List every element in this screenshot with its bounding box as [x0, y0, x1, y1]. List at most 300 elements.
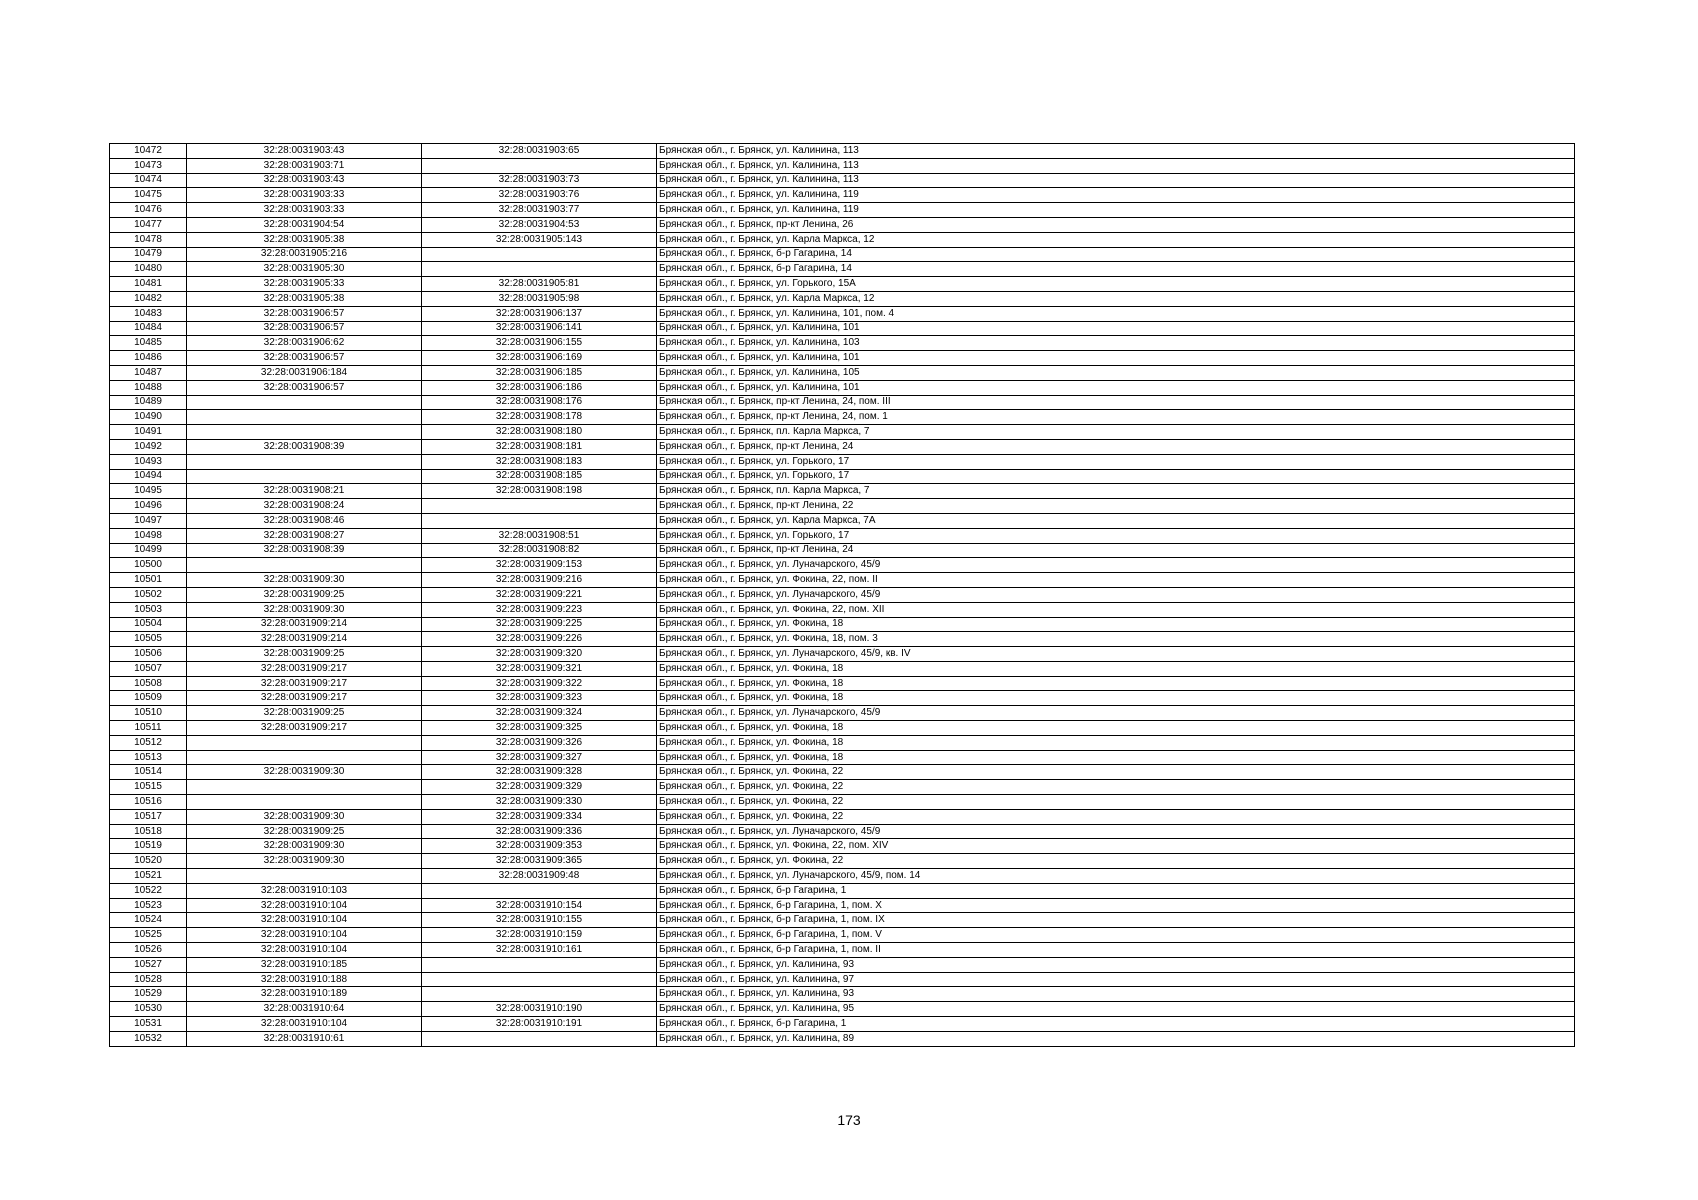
cadastral-number-parcel-cell: 32:28:0031908:46: [187, 513, 422, 528]
address-cell: Брянская обл., г. Брянск, пл. Карла Маркса, 7: [657, 484, 1575, 499]
cadastral-number-object-cell: 32:28:0031908:181: [422, 439, 657, 454]
cadastral-number-parcel-cell: 32:28:0031910:104: [187, 928, 422, 943]
cadastral-registry-table: [109, 143, 1575, 1047]
row-number-cell: 10518: [110, 824, 187, 839]
address-cell: Брянская обл., г. Брянск, ул. Калинина, 119: [657, 203, 1575, 218]
address-cell: Брянская обл., г. Брянск, ул. Калинина, 89: [657, 1031, 1575, 1046]
cadastral-number-object-cell: [422, 972, 657, 987]
table-row: [110, 1031, 1575, 1046]
cadastral-number-parcel-cell: [187, 869, 422, 884]
row-number-cell: 10480: [110, 262, 187, 277]
table-row: [110, 454, 1575, 469]
row-number-cell: 10511: [110, 721, 187, 736]
address-cell: Брянская обл., г. Брянск, б-р Гагарина, 1, пом. X: [657, 898, 1575, 913]
cadastral-number-parcel-cell: [187, 410, 422, 425]
table-row: [110, 632, 1575, 647]
cadastral-number-object-cell: 32:28:0031908:183: [422, 454, 657, 469]
address-cell: Брянская обл., г. Брянск, ул. Фокина, 18: [657, 721, 1575, 736]
address-cell: Брянская обл., г. Брянск, б-р Гагарина, 14: [657, 262, 1575, 277]
cadastral-number-object-cell: 32:28:0031909:325: [422, 721, 657, 736]
table-row: [110, 365, 1575, 380]
cadastral-number-parcel-cell: 32:28:0031910:104: [187, 1017, 422, 1032]
cadastral-number-object-cell: 32:28:0031908:178: [422, 410, 657, 425]
cadastral-number-object-cell: 32:28:0031905:143: [422, 232, 657, 247]
cadastral-number-object-cell: 32:28:0031908:198: [422, 484, 657, 499]
cadastral-number-object-cell: 32:28:0031909:48: [422, 869, 657, 884]
cadastral-number-object-cell: 32:28:0031909:221: [422, 587, 657, 602]
cadastral-number-object-cell: 32:28:0031906:185: [422, 365, 657, 380]
address-cell: Брянская обл., г. Брянск, пр-кт Ленина, 26: [657, 217, 1575, 232]
row-number-cell: 10500: [110, 558, 187, 573]
row-number-cell: 10531: [110, 1017, 187, 1032]
row-number-cell: 10505: [110, 632, 187, 647]
address-cell: Брянская обл., г. Брянск, ул. Фокина, 18: [657, 750, 1575, 765]
row-number-cell: 10523: [110, 898, 187, 913]
address-cell: Брянская обл., г. Брянск, ул. Фокина, 22, пом. XII: [657, 602, 1575, 617]
row-number-cell: 10509: [110, 691, 187, 706]
row-number-cell: 10473: [110, 158, 187, 173]
address-cell: Брянская обл., г. Брянск, ул. Калинина, 101, пом. 4: [657, 306, 1575, 321]
table-row: [110, 602, 1575, 617]
cadastral-number-object-cell: 32:28:0031908:180: [422, 425, 657, 440]
cadastral-number-object-cell: 32:28:0031909:330: [422, 795, 657, 810]
cadastral-number-object-cell: 32:28:0031909:365: [422, 854, 657, 869]
cadastral-number-parcel-cell: 32:28:0031910:188: [187, 972, 422, 987]
address-cell: Брянская обл., г. Брянск, ул. Фокина, 22: [657, 765, 1575, 780]
row-number-cell: 10496: [110, 499, 187, 514]
cadastral-number-parcel-cell: 32:28:0031910:104: [187, 943, 422, 958]
table-row: [110, 854, 1575, 869]
address-cell: Брянская обл., г. Брянск, ул. Фокина, 18: [657, 735, 1575, 750]
address-cell: Брянская обл., г. Брянск, ул. Горького, 17: [657, 528, 1575, 543]
cadastral-number-parcel-cell: 32:28:0031909:214: [187, 617, 422, 632]
table-row: [110, 647, 1575, 662]
table-row: [110, 883, 1575, 898]
cadastral-number-object-cell: 32:28:0031909:153: [422, 558, 657, 573]
table-row: [110, 528, 1575, 543]
row-number-cell: 10491: [110, 425, 187, 440]
table-row: [110, 351, 1575, 366]
address-cell: Брянская обл., г. Брянск, ул. Калинина, 113: [657, 158, 1575, 173]
table-row: [110, 987, 1575, 1002]
table-row: [110, 513, 1575, 528]
table-row: [110, 573, 1575, 588]
table-row: [110, 587, 1575, 602]
cadastral-number-object-cell: 32:28:0031903:73: [422, 173, 657, 188]
cadastral-number-parcel-cell: 32:28:0031905:38: [187, 232, 422, 247]
table-row: [110, 809, 1575, 824]
row-number-cell: 10506: [110, 647, 187, 662]
table-row: [110, 1017, 1575, 1032]
address-cell: Брянская обл., г. Брянск, ул. Луначарского, 45/9: [657, 706, 1575, 721]
row-number-cell: 10482: [110, 291, 187, 306]
address-cell: Брянская обл., г. Брянск, б-р Гагарина, 14: [657, 247, 1575, 262]
address-cell: Брянская обл., г. Брянск, ул. Фокина, 18, пом. 3: [657, 632, 1575, 647]
row-number-cell: 10508: [110, 676, 187, 691]
cadastral-number-parcel-cell: 32:28:0031908:39: [187, 439, 422, 454]
table-row: [110, 232, 1575, 247]
cadastral-number-parcel-cell: 32:28:0031904:54: [187, 217, 422, 232]
cadastral-number-parcel-cell: [187, 425, 422, 440]
row-number-cell: 10516: [110, 795, 187, 810]
cadastral-number-parcel-cell: 32:28:0031906:62: [187, 336, 422, 351]
address-cell: Брянская обл., г. Брянск, ул. Калинина, 105: [657, 365, 1575, 380]
row-number-cell: 10498: [110, 528, 187, 543]
cadastral-number-parcel-cell: 32:28:0031903:71: [187, 158, 422, 173]
cadastral-number-parcel-cell: [187, 395, 422, 410]
table-row: [110, 780, 1575, 795]
row-number-cell: 10503: [110, 602, 187, 617]
address-cell: Брянская обл., г. Брянск, пр-кт Ленина, 24: [657, 439, 1575, 454]
cadastral-number-object-cell: [422, 247, 657, 262]
cadastral-number-parcel-cell: 32:28:0031908:24: [187, 499, 422, 514]
row-number-cell: 10530: [110, 1002, 187, 1017]
address-cell: Брянская обл., г. Брянск, ул. Фокина, 18: [657, 617, 1575, 632]
cadastral-number-object-cell: 32:28:0031903:77: [422, 203, 657, 218]
cadastral-number-object-cell: 32:28:0031909:323: [422, 691, 657, 706]
cadastral-number-parcel-cell: 32:28:0031905:30: [187, 262, 422, 277]
row-number-cell: 10478: [110, 232, 187, 247]
row-number-cell: 10497: [110, 513, 187, 528]
row-number-cell: 10499: [110, 543, 187, 558]
address-cell: Брянская обл., г. Брянск, ул. Горького, 17: [657, 469, 1575, 484]
cadastral-number-parcel-cell: 32:28:0031909:25: [187, 647, 422, 662]
address-cell: Брянская обл., г. Брянск, ул. Фокина, 22: [657, 780, 1575, 795]
row-number-cell: 10489: [110, 395, 187, 410]
address-cell: Брянская обл., г. Брянск, ул. Калинина, 113: [657, 173, 1575, 188]
table-row: [110, 691, 1575, 706]
cadastral-number-parcel-cell: [187, 469, 422, 484]
table-row: [110, 735, 1575, 750]
cadastral-number-parcel-cell: 32:28:0031906:184: [187, 365, 422, 380]
table-row: [110, 824, 1575, 839]
cadastral-number-parcel-cell: 32:28:0031910:103: [187, 883, 422, 898]
table-row: [110, 943, 1575, 958]
row-number-cell: 10501: [110, 573, 187, 588]
cadastral-number-parcel-cell: 32:28:0031909:25: [187, 587, 422, 602]
cadastral-number-parcel-cell: 32:28:0031905:38: [187, 291, 422, 306]
table-row: [110, 247, 1575, 262]
cadastral-number-parcel-cell: [187, 454, 422, 469]
cadastral-number-object-cell: 32:28:0031905:98: [422, 291, 657, 306]
cadastral-number-parcel-cell: 32:28:0031910:185: [187, 957, 422, 972]
table-row: [110, 913, 1575, 928]
row-number-cell: 10507: [110, 661, 187, 676]
table-row: [110, 321, 1575, 336]
cadastral-number-object-cell: 32:28:0031906:155: [422, 336, 657, 351]
row-number-cell: 10476: [110, 203, 187, 218]
cadastral-number-parcel-cell: 32:28:0031910:64: [187, 1002, 422, 1017]
address-cell: Брянская обл., г. Брянск, б-р Гагарина, 1: [657, 1017, 1575, 1032]
address-cell: Брянская обл., г. Брянск, ул. Фокина, 22: [657, 809, 1575, 824]
row-number-cell: 10494: [110, 469, 187, 484]
cadastral-number-object-cell: 32:28:0031908:176: [422, 395, 657, 410]
row-number-cell: 10483: [110, 306, 187, 321]
row-number-cell: 10514: [110, 765, 187, 780]
table-row: [110, 676, 1575, 691]
cadastral-number-parcel-cell: 32:28:0031906:57: [187, 321, 422, 336]
cadastral-number-parcel-cell: 32:28:0031910:104: [187, 898, 422, 913]
cadastral-number-object-cell: [422, 262, 657, 277]
address-cell: Брянская обл., г. Брянск, ул. Фокина, 22, пом. XIV: [657, 839, 1575, 854]
cadastral-number-parcel-cell: 32:28:0031906:57: [187, 306, 422, 321]
cadastral-number-object-cell: 32:28:0031903:76: [422, 188, 657, 203]
cadastral-number-object-cell: 32:28:0031909:334: [422, 809, 657, 824]
address-cell: Брянская обл., г. Брянск, пл. Карла Маркса, 7: [657, 425, 1575, 440]
row-number-cell: 10527: [110, 957, 187, 972]
cadastral-number-object-cell: 32:28:0031910:155: [422, 913, 657, 928]
cadastral-number-object-cell: 32:28:0031908:51: [422, 528, 657, 543]
table-row: [110, 439, 1575, 454]
cadastral-number-object-cell: 32:28:0031909:329: [422, 780, 657, 795]
cadastral-number-parcel-cell: 32:28:0031909:214: [187, 632, 422, 647]
cadastral-number-parcel-cell: 32:28:0031909:30: [187, 809, 422, 824]
cadastral-number-object-cell: 32:28:0031910:154: [422, 898, 657, 913]
row-number-cell: 10475: [110, 188, 187, 203]
cadastral-number-object-cell: 32:28:0031910:190: [422, 1002, 657, 1017]
table-row: [110, 661, 1575, 676]
cadastral-number-object-cell: 32:28:0031910:191: [422, 1017, 657, 1032]
address-cell: Брянская обл., г. Брянск, ул. Карла Маркса, 12: [657, 291, 1575, 306]
cadastral-number-object-cell: 32:28:0031909:327: [422, 750, 657, 765]
address-cell: Брянская обл., г. Брянск, ул. Горького, 15А: [657, 277, 1575, 292]
row-number-cell: 10528: [110, 972, 187, 987]
row-number-cell: 10502: [110, 587, 187, 602]
cadastral-number-parcel-cell: 32:28:0031905:33: [187, 277, 422, 292]
address-cell: Брянская обл., г. Брянск, б-р Гагарина, 1, пом. II: [657, 943, 1575, 958]
cadastral-number-parcel-cell: 32:28:0031909:217: [187, 661, 422, 676]
cadastral-number-parcel-cell: 32:28:0031909:217: [187, 721, 422, 736]
table-body: [110, 144, 1575, 1047]
row-number-cell: 10487: [110, 365, 187, 380]
cadastral-number-parcel-cell: 32:28:0031903:33: [187, 188, 422, 203]
table-row: [110, 469, 1575, 484]
address-cell: Брянская обл., г. Брянск, ул. Луначарского, 45/9: [657, 824, 1575, 839]
table-row: [110, 217, 1575, 232]
cadastral-number-object-cell: 32:28:0031909:226: [422, 632, 657, 647]
cadastral-number-object-cell: 32:28:0031908:82: [422, 543, 657, 558]
table-row: [110, 144, 1575, 159]
table-row: [110, 898, 1575, 913]
row-number-cell: 10477: [110, 217, 187, 232]
address-cell: Брянская обл., г. Брянск, пр-кт Ленина, 22: [657, 499, 1575, 514]
address-cell: Брянская обл., г. Брянск, ул. Фокина, 22, пом. II: [657, 573, 1575, 588]
row-number-cell: 10492: [110, 439, 187, 454]
address-cell: Брянская обл., г. Брянск, ул. Калинина, 95: [657, 1002, 1575, 1017]
table-row: [110, 425, 1575, 440]
address-cell: Брянская обл., г. Брянск, ул. Калинина, 119: [657, 188, 1575, 203]
row-number-cell: 10488: [110, 380, 187, 395]
cadastral-number-object-cell: [422, 513, 657, 528]
table-row: [110, 173, 1575, 188]
cadastral-number-parcel-cell: 32:28:0031909:217: [187, 691, 422, 706]
cadastral-number-object-cell: 32:28:0031909:223: [422, 602, 657, 617]
row-number-cell: 10510: [110, 706, 187, 721]
cadastral-number-parcel-cell: 32:28:0031908:21: [187, 484, 422, 499]
address-cell: Брянская обл., г. Брянск, ул. Фокина, 18: [657, 691, 1575, 706]
row-number-cell: 10532: [110, 1031, 187, 1046]
address-cell: Брянская обл., г. Брянск, ул. Фокина, 22: [657, 854, 1575, 869]
cadastral-number-object-cell: [422, 987, 657, 1002]
table-row: [110, 188, 1575, 203]
table-row: [110, 410, 1575, 425]
cadastral-number-object-cell: [422, 957, 657, 972]
address-cell: Брянская обл., г. Брянск, ул. Луначарского, 45/9, кв. IV: [657, 647, 1575, 662]
row-number-cell: 10529: [110, 987, 187, 1002]
address-cell: Брянская обл., г. Брянск, ул. Калинина, 103: [657, 336, 1575, 351]
cadastral-number-object-cell: 32:28:0031909:320: [422, 647, 657, 662]
table-row: [110, 158, 1575, 173]
row-number-cell: 10522: [110, 883, 187, 898]
table-row: [110, 395, 1575, 410]
row-number-cell: 10490: [110, 410, 187, 425]
table-row: [110, 499, 1575, 514]
cadastral-number-object-cell: 32:28:0031905:81: [422, 277, 657, 292]
cadastral-number-object-cell: 32:28:0031906:186: [422, 380, 657, 395]
cadastral-number-object-cell: 32:28:0031910:161: [422, 943, 657, 958]
table-row: [110, 336, 1575, 351]
address-cell: Брянская обл., г. Брянск, ул. Калинина, 101: [657, 380, 1575, 395]
cadastral-number-object-cell: 32:28:0031906:169: [422, 351, 657, 366]
address-cell: Брянская обл., г. Брянск, ул. Карла Маркса, 7А: [657, 513, 1575, 528]
address-cell: Брянская обл., г. Брянск, ул. Луначарского, 45/9: [657, 587, 1575, 602]
cadastral-number-parcel-cell: [187, 780, 422, 795]
table-row: [110, 795, 1575, 810]
address-cell: Брянская обл., г. Брянск, б-р Гагарина, 1: [657, 883, 1575, 898]
address-cell: Брянская обл., г. Брянск, ул. Калинина, 101: [657, 321, 1575, 336]
cadastral-number-parcel-cell: 32:28:0031909:30: [187, 839, 422, 854]
cadastral-number-object-cell: 32:28:0031906:137: [422, 306, 657, 321]
address-cell: Брянская обл., г. Брянск, ул. Калинина, 101: [657, 351, 1575, 366]
row-number-cell: 10481: [110, 277, 187, 292]
cadastral-number-object-cell: 32:28:0031909:321: [422, 661, 657, 676]
table-row: [110, 1002, 1575, 1017]
cadastral-number-object-cell: 32:28:0031909:336: [422, 824, 657, 839]
table-row: [110, 203, 1575, 218]
row-number-cell: 10521: [110, 869, 187, 884]
address-cell: Брянская обл., г. Брянск, ул. Карла Маркса, 12: [657, 232, 1575, 247]
cadastral-number-parcel-cell: [187, 735, 422, 750]
address-cell: Брянская обл., г. Брянск, ул. Горького, 17: [657, 454, 1575, 469]
address-cell: Брянская обл., г. Брянск, б-р Гагарина, 1, пом. IX: [657, 913, 1575, 928]
cadastral-number-parcel-cell: 32:28:0031906:57: [187, 351, 422, 366]
address-cell: Брянская обл., г. Брянск, ул. Фокина, 18: [657, 676, 1575, 691]
address-cell: Брянская обл., г. Брянск, ул. Фокина, 22: [657, 795, 1575, 810]
cadastral-number-object-cell: [422, 499, 657, 514]
table-row: [110, 277, 1575, 292]
cadastral-number-parcel-cell: 32:28:0031909:25: [187, 824, 422, 839]
table-row: [110, 721, 1575, 736]
cadastral-number-object-cell: 32:28:0031908:185: [422, 469, 657, 484]
table-row: [110, 928, 1575, 943]
table-row: [110, 306, 1575, 321]
cadastral-number-parcel-cell: 32:28:0031903:43: [187, 144, 422, 159]
row-number-cell: 10484: [110, 321, 187, 336]
row-number-cell: 10520: [110, 854, 187, 869]
table-row: [110, 706, 1575, 721]
cadastral-number-object-cell: 32:28:0031909:225: [422, 617, 657, 632]
cadastral-number-parcel-cell: 32:28:0031910:104: [187, 913, 422, 928]
table-row: [110, 617, 1575, 632]
row-number-cell: 10519: [110, 839, 187, 854]
row-number-cell: 10517: [110, 809, 187, 824]
table-row: [110, 262, 1575, 277]
cadastral-number-object-cell: 32:28:0031906:141: [422, 321, 657, 336]
address-cell: Брянская обл., г. Брянск, ул. Калинина, 93: [657, 957, 1575, 972]
cadastral-number-object-cell: [422, 158, 657, 173]
address-cell: Брянская обл., г. Брянск, ул. Калинина, 93: [657, 987, 1575, 1002]
address-cell: Брянская обл., г. Брянск, пр-кт Ленина, 24, пом. 1: [657, 410, 1575, 425]
table-row: [110, 957, 1575, 972]
table-row: [110, 543, 1575, 558]
row-number-cell: 10479: [110, 247, 187, 262]
cadastral-number-parcel-cell: 32:28:0031908:39: [187, 543, 422, 558]
row-number-cell: 10474: [110, 173, 187, 188]
cadastral-number-parcel-cell: 32:28:0031908:27: [187, 528, 422, 543]
row-number-cell: 10493: [110, 454, 187, 469]
row-number-cell: 10486: [110, 351, 187, 366]
table-row: [110, 765, 1575, 780]
cadastral-number-object-cell: [422, 883, 657, 898]
cadastral-number-parcel-cell: 32:28:0031909:217: [187, 676, 422, 691]
cadastral-number-parcel-cell: 32:28:0031909:25: [187, 706, 422, 721]
row-number-cell: 10485: [110, 336, 187, 351]
table-row: [110, 972, 1575, 987]
address-cell: Брянская обл., г. Брянск, ул. Фокина, 18: [657, 661, 1575, 676]
row-number-cell: 10512: [110, 735, 187, 750]
cadastral-number-parcel-cell: 32:28:0031903:43: [187, 173, 422, 188]
cadastral-number-parcel-cell: 32:28:0031909:30: [187, 573, 422, 588]
table-row: [110, 484, 1575, 499]
cadastral-number-parcel-cell: [187, 795, 422, 810]
table-row: [110, 558, 1575, 573]
address-cell: Брянская обл., г. Брянск, б-р Гагарина, 1, пом. V: [657, 928, 1575, 943]
table-row: [110, 839, 1575, 854]
cadastral-number-object-cell: 32:28:0031910:159: [422, 928, 657, 943]
cadastral-number-parcel-cell: [187, 750, 422, 765]
row-number-cell: 10513: [110, 750, 187, 765]
cadastral-number-parcel-cell: 32:28:0031910:61: [187, 1031, 422, 1046]
table-row: [110, 380, 1575, 395]
row-number-cell: 10524: [110, 913, 187, 928]
cadastral-number-object-cell: [422, 1031, 657, 1046]
address-cell: Брянская обл., г. Брянск, ул. Калинина, 113: [657, 144, 1575, 159]
page-number: 173: [837, 1112, 861, 1128]
cadastral-number-object-cell: 32:28:0031909:216: [422, 573, 657, 588]
cadastral-number-parcel-cell: 32:28:0031909:30: [187, 602, 422, 617]
cadastral-number-object-cell: 32:28:0031909:324: [422, 706, 657, 721]
table-row: [110, 750, 1575, 765]
address-cell: Брянская обл., г. Брянск, пр-кт Ленина, 24, пом. III: [657, 395, 1575, 410]
table-row: [110, 869, 1575, 884]
row-number-cell: 10495: [110, 484, 187, 499]
cadastral-number-parcel-cell: 32:28:0031909:30: [187, 854, 422, 869]
address-cell: Брянская обл., г. Брянск, пр-кт Ленина, 24: [657, 543, 1575, 558]
cadastral-number-parcel-cell: 32:28:0031906:57: [187, 380, 422, 395]
row-number-cell: 10472: [110, 144, 187, 159]
cadastral-number-parcel-cell: 32:28:0031910:189: [187, 987, 422, 1002]
address-cell: Брянская обл., г. Брянск, ул. Луначарского, 45/9, пом. 14: [657, 869, 1575, 884]
cadastral-number-object-cell: 32:28:0031904:53: [422, 217, 657, 232]
table-row: [110, 291, 1575, 306]
cadastral-number-object-cell: 32:28:0031909:328: [422, 765, 657, 780]
cadastral-number-object-cell: 32:28:0031909:353: [422, 839, 657, 854]
cadastral-number-object-cell: 32:28:0031909:326: [422, 735, 657, 750]
cadastral-number-parcel-cell: 32:28:0031905:216: [187, 247, 422, 262]
row-number-cell: 10515: [110, 780, 187, 795]
address-cell: Брянская обл., г. Брянск, ул. Калинина, 97: [657, 972, 1575, 987]
cadastral-number-object-cell: 32:28:0031903:65: [422, 144, 657, 159]
